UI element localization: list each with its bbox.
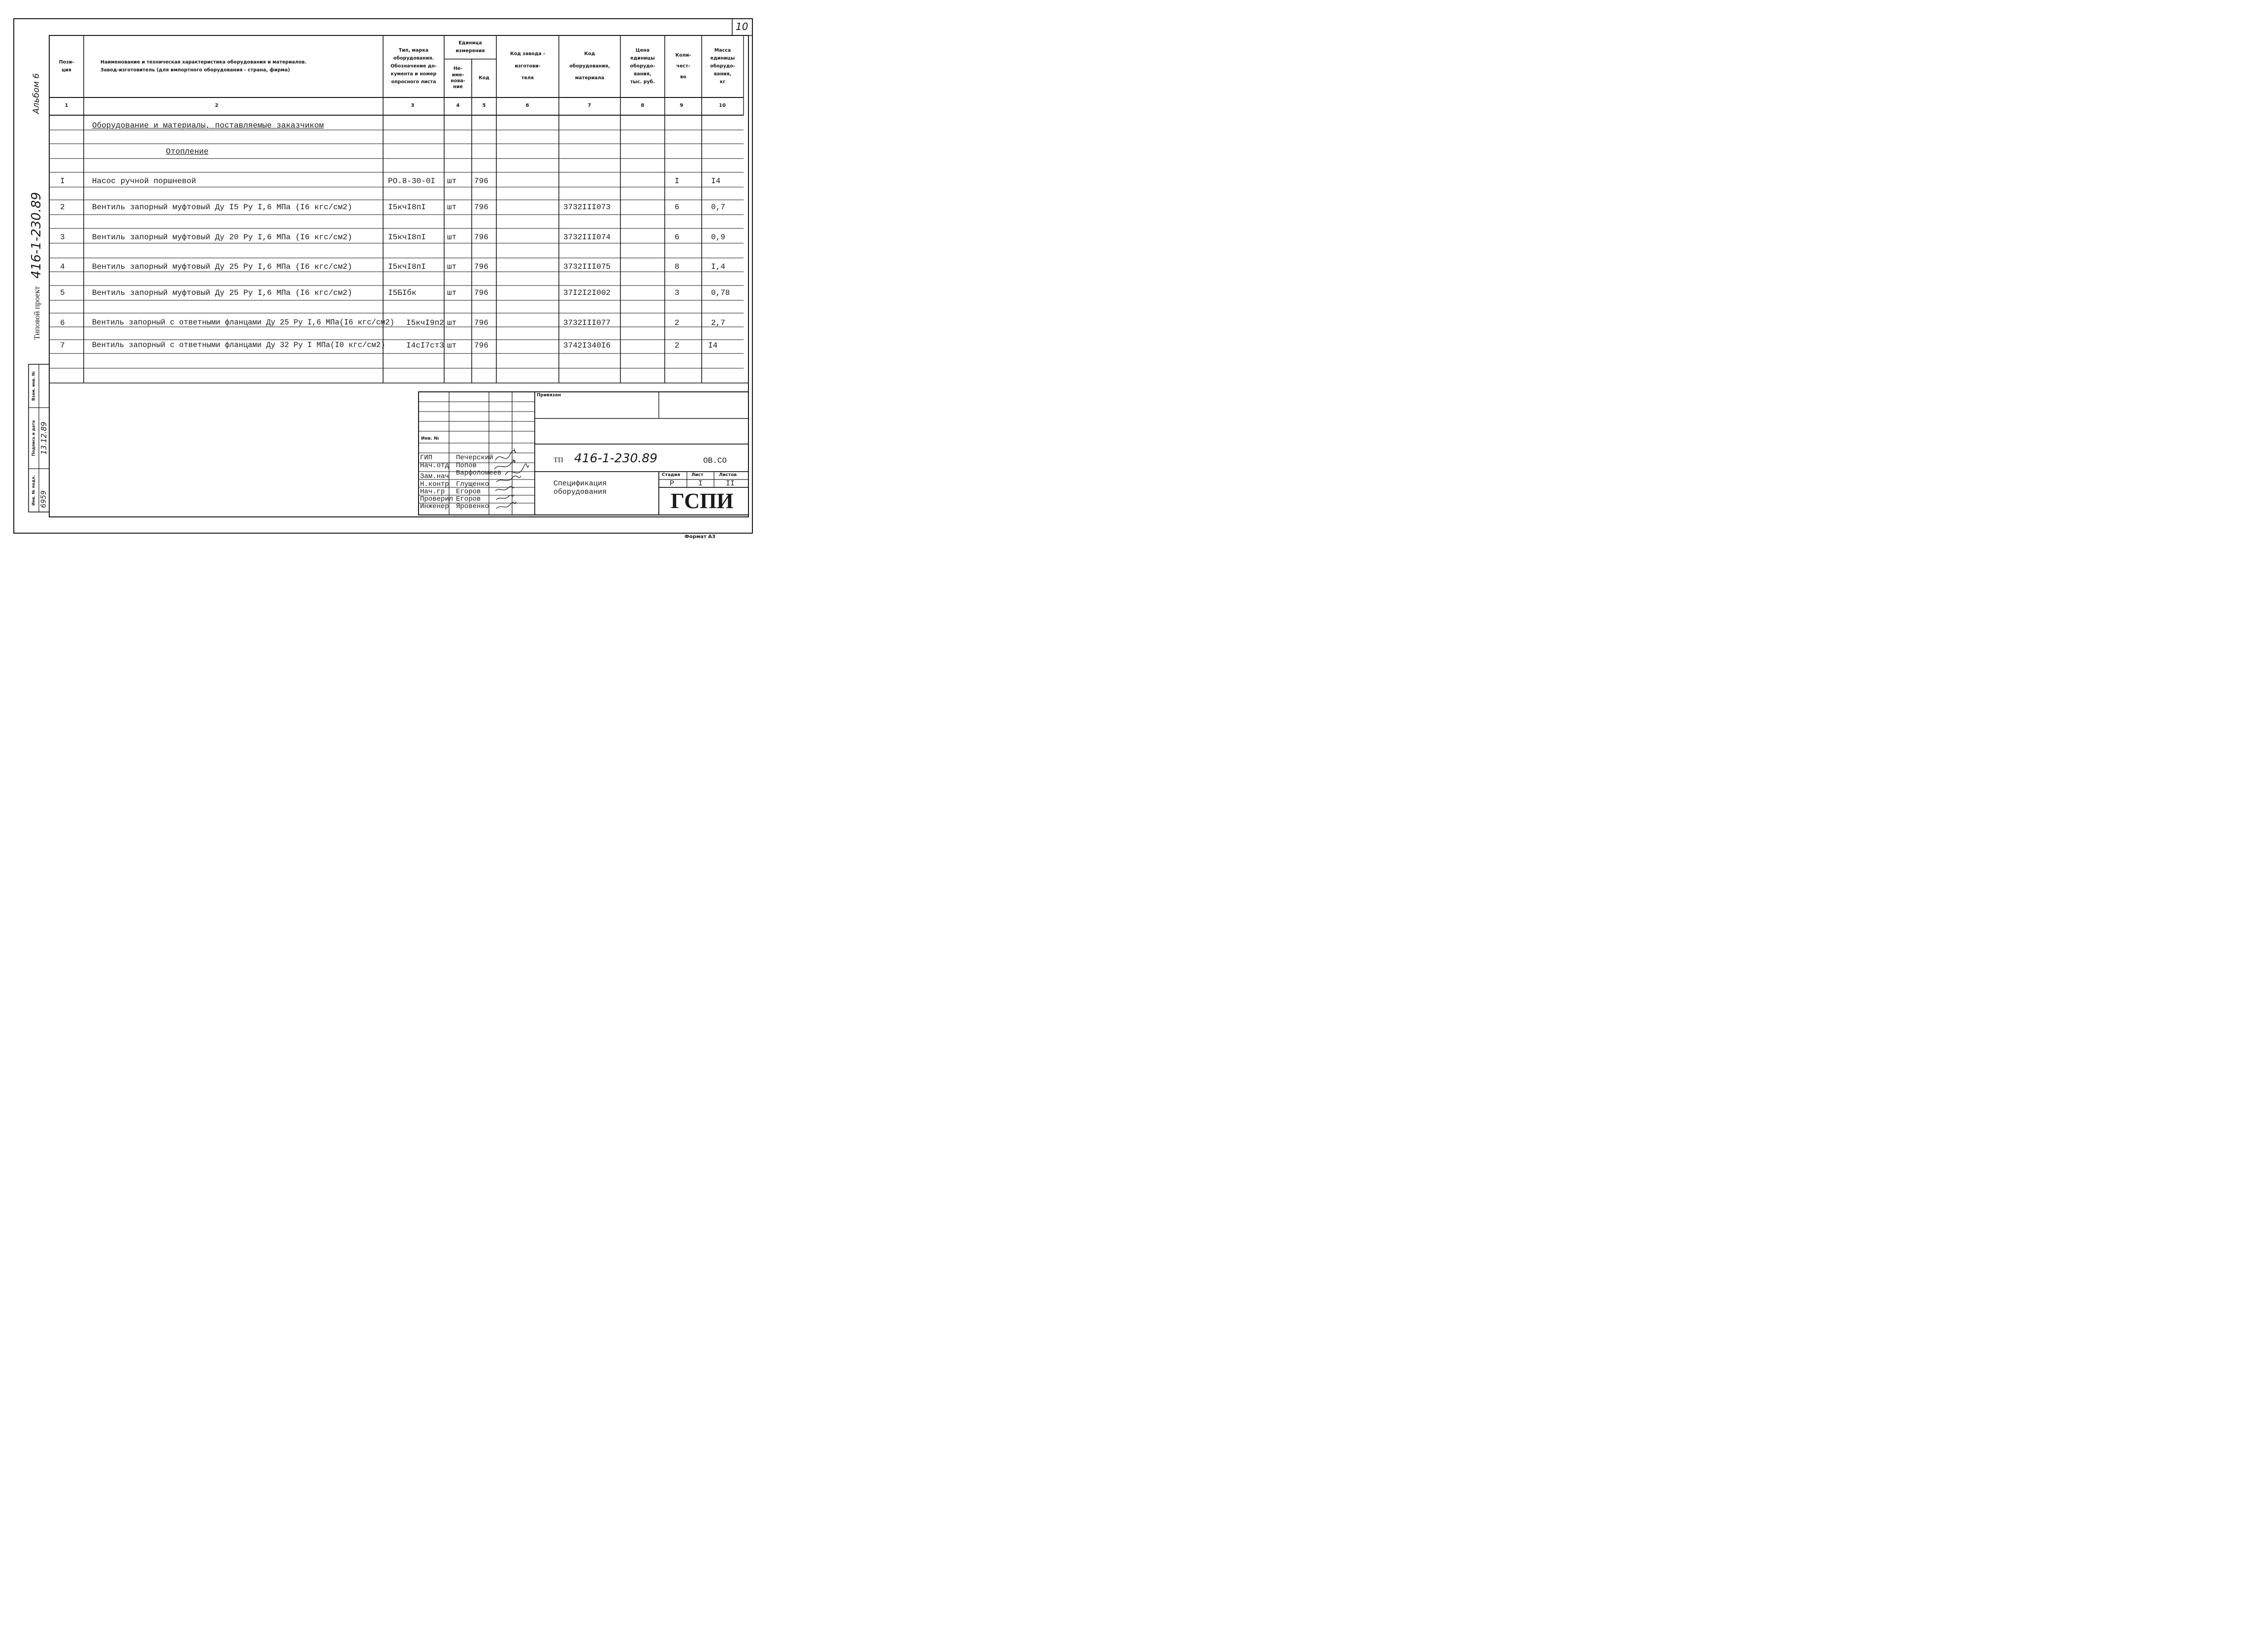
signature-name: Попов xyxy=(456,462,477,470)
row-position: 7 xyxy=(60,341,65,350)
row-position: 6 xyxy=(60,319,65,327)
row-unit: шт xyxy=(447,177,457,186)
row-code: 3732III073 xyxy=(563,203,611,212)
signature-role: Нач.гр xyxy=(420,488,445,496)
designation-number: 416-1-230.89 xyxy=(574,451,658,465)
doc-title-line2: оборудования xyxy=(553,488,607,496)
row-mass: 0,7 xyxy=(711,203,725,212)
row-unit: шт xyxy=(447,233,457,242)
header-mass: Масса единицы оборудо- вания, кг xyxy=(710,47,735,85)
row-quantity: 3 xyxy=(675,288,680,297)
side-stamp-vzam-label: Взам. инв. № xyxy=(31,371,36,401)
project-number: 416-1-230.89 xyxy=(29,192,44,279)
row-code: 3732III077 xyxy=(563,319,611,327)
row-type: I5БIбк xyxy=(388,288,417,297)
designation-prefix: ТП xyxy=(553,456,563,464)
row-position: 3 xyxy=(60,233,65,242)
sheet-value: I xyxy=(698,479,703,488)
row-type: I4сI7ст3 xyxy=(406,341,444,350)
row-unit-code: 796 xyxy=(474,262,488,271)
sheets-label: Листов xyxy=(719,473,737,478)
signature-name: Печерский xyxy=(456,454,493,462)
row-name: Вентиль запорный муфтовый Ду 25 Ру I,6 МПа (I6 кгс/см2) xyxy=(92,288,353,297)
signature-role: Нач.отд xyxy=(420,462,449,470)
row-position: 4 xyxy=(60,262,65,271)
row-quantity: 8 xyxy=(675,262,680,271)
row-quantity: 2 xyxy=(675,319,680,327)
header-unit-group: Единица измерения xyxy=(455,40,485,54)
inv-label: Инв. № xyxy=(421,436,439,441)
header-unit-code: Код xyxy=(479,75,489,81)
column-number: 4 xyxy=(456,103,460,108)
row-quantity: I xyxy=(675,177,680,186)
side-stamp-sign-date-label: Подпись и дата xyxy=(31,420,36,456)
column-number: 10 xyxy=(719,103,726,108)
row-unit-code: 796 xyxy=(474,233,488,242)
signature-name: Егоров xyxy=(456,495,481,503)
signature-name: Егоров xyxy=(456,488,481,496)
handwritten-signatures xyxy=(490,446,535,514)
row-unit: шт xyxy=(447,341,457,350)
row-unit: шт xyxy=(447,203,457,212)
signature-name: Варфоломеев xyxy=(456,469,502,477)
row-mass: I4 xyxy=(711,177,721,186)
row-position: 2 xyxy=(60,203,65,212)
column-number: 8 xyxy=(641,103,645,108)
organization-name: ГСПИ xyxy=(671,489,734,513)
row-mass: 0,9 xyxy=(711,233,725,242)
row-name: Вентиль запорный с ответными фланцами Ду 32 Ру I МПа(I0 кгс/см2) xyxy=(92,341,386,350)
row-unit: шт xyxy=(447,288,457,297)
row-mass: I4 xyxy=(708,341,718,350)
row-name: Вентиль запорный с ответными фланцами Ду 25 Ру I,6 МПа(I6 кгс/см2) xyxy=(92,318,394,327)
format-label: Формат А3 xyxy=(684,534,715,540)
header-position: Пози- ция xyxy=(59,59,74,73)
subsection-title: Отопление xyxy=(166,147,209,156)
row-unit-code: 796 xyxy=(474,203,488,212)
row-unit-code: 796 xyxy=(474,319,488,327)
doc-title-line1: Спецификация xyxy=(553,479,607,488)
row-unit-code: 796 xyxy=(474,341,488,350)
row-mass: 2,7 xyxy=(711,319,725,327)
row-mass: 0,78 xyxy=(711,288,730,297)
signature-name: Глущенко xyxy=(456,480,489,488)
header-quantity: Коли- чест- во xyxy=(675,53,691,80)
header-equipment-code: Код оборудования, материала xyxy=(569,51,610,81)
row-unit-code: 796 xyxy=(474,177,488,186)
row-unit-code: 796 xyxy=(474,288,488,297)
row-quantity: 6 xyxy=(675,203,680,212)
side-stamp-inv-podl-value: 6959 xyxy=(40,490,48,508)
privyazan-label: Привязан xyxy=(537,393,561,398)
column-number: 3 xyxy=(411,103,415,108)
column-number: 9 xyxy=(680,103,683,108)
row-name: Насос ручной поршневой xyxy=(92,177,196,186)
header-manufacturer-code: Код завода - изготови- теля xyxy=(510,51,546,81)
sheet-label: Лист xyxy=(691,473,704,478)
signature-role: Инженер xyxy=(420,503,449,511)
header-unit-name: Не- име- нова- ние xyxy=(451,66,465,90)
row-name: Вентиль запорный муфтовый Ду 20 Ру I,6 МПа (I6 кгс/см2) xyxy=(92,233,353,242)
section-title: Оборудование и материалы, поставляемые заказчиком xyxy=(92,121,324,130)
row-position: 5 xyxy=(60,288,65,297)
header-name: Наименование и техническая характеристика оборудования и материалов. Завод-изготовитель (для импортного оборудования - страна, фирма) xyxy=(100,59,307,73)
signature-role: Проверил xyxy=(420,495,454,503)
side-stamp-inv-podl-label: Инв. № подл. xyxy=(31,475,36,506)
stage-value: Р xyxy=(670,479,675,488)
column-number: 2 xyxy=(215,103,219,108)
column-number: 1 xyxy=(65,103,68,108)
signature-role: Н.контр xyxy=(420,480,449,488)
signature-role: Зам.нач xyxy=(420,473,449,480)
row-quantity: 6 xyxy=(675,233,680,242)
column-number: 5 xyxy=(482,103,486,108)
designation-suffix: ОВ.СО xyxy=(703,456,727,465)
row-name: Вентиль запорный муфтовый Ду 25 Ру I,6 МПа (I6 кгс/см2) xyxy=(92,262,353,271)
header-price: Цена единицы оборудо- вания, тыс. руб. xyxy=(630,47,655,85)
page-number: 10 xyxy=(736,21,748,32)
row-code: 3742I340I6 xyxy=(563,341,611,350)
album-label: Альбом 6 xyxy=(32,73,41,114)
row-type: I5кчI8пI xyxy=(388,262,426,271)
row-unit: шт xyxy=(447,262,457,271)
column-number: 6 xyxy=(525,103,529,108)
row-code: 37I2I2I002 xyxy=(563,288,611,297)
row-type: I5кчI8пI xyxy=(388,203,426,212)
row-type: I5кчI9п2 xyxy=(406,319,444,327)
column-number: 7 xyxy=(587,103,591,108)
side-stamp-sign-date-value: 13.12.89 xyxy=(39,421,48,455)
sheets-value: II xyxy=(726,479,735,488)
header-type: Тип, марка оборудования. Обозначение до- кумента и номер опросного листа xyxy=(390,47,437,85)
row-position: I xyxy=(60,177,65,186)
row-code: 3732III075 xyxy=(563,262,611,271)
row-quantity: 2 xyxy=(675,341,680,350)
row-type: РО.8-30-0I xyxy=(388,177,436,186)
row-type: I5кчI8пI xyxy=(388,233,426,242)
signature-role: ГИП xyxy=(420,454,433,462)
stage-label: Стадия xyxy=(662,473,680,478)
row-mass: I,4 xyxy=(711,262,725,271)
project-label: Типовой проект xyxy=(33,286,41,340)
row-name: Вентиль запорный муфтовый Ду I5 Ру I,6 МПа (I6 кгс/см2) xyxy=(92,203,353,212)
row-unit: шт xyxy=(447,319,457,327)
row-code: 3732III074 xyxy=(563,233,611,242)
signature-name: Яровенко xyxy=(456,503,489,511)
